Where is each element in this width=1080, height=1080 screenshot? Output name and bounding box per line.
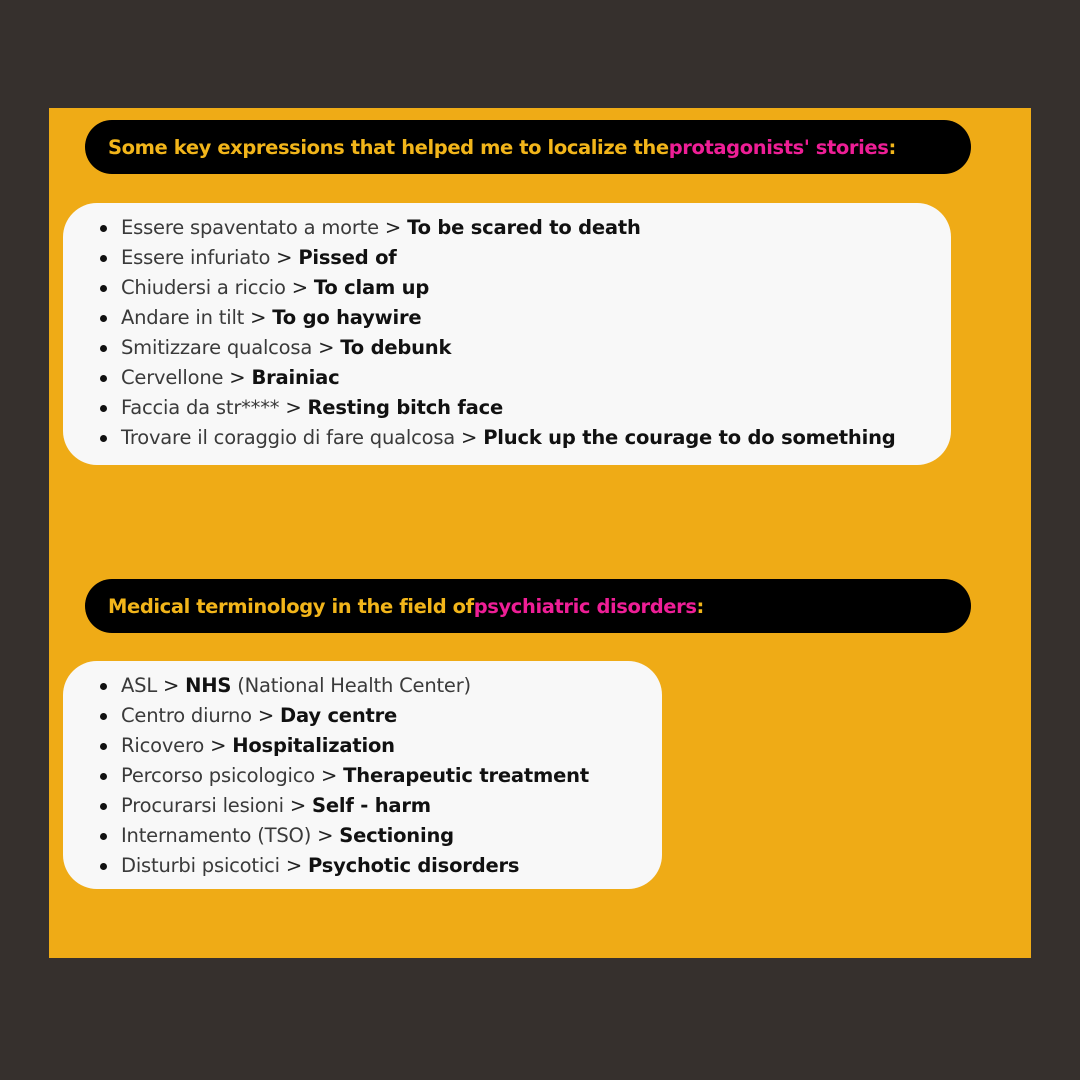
bullet-dot-icon [100, 255, 107, 262]
list-item [63, 821, 589, 851]
arrow-separator: > [204, 734, 233, 757]
target-term: Pluck up the courage to do something [483, 426, 896, 449]
list-item [63, 333, 896, 363]
bullet-dot-icon [100, 405, 107, 412]
list-item [63, 393, 896, 423]
target-term: Hospitalization [232, 734, 395, 757]
section-heading-medical [85, 579, 971, 633]
arrow-separator: > [378, 216, 408, 239]
arrow-separator: > [315, 764, 344, 787]
target-term: To be scared to death [407, 216, 641, 239]
heading-suffix: : [888, 135, 896, 159]
arrow-separator: > [244, 306, 273, 329]
target-term: To go haywire [272, 306, 422, 329]
source-term: Essere infuriato [121, 246, 271, 269]
list-item [63, 303, 896, 333]
target-term: Day centre [280, 704, 398, 727]
source-term: Cervellone [121, 366, 224, 389]
heading-suffix: : [696, 594, 704, 618]
target-term: To clam up [313, 276, 430, 299]
list-item [63, 701, 589, 731]
list-item [63, 791, 589, 821]
source-term: Smitizzare qualcosa [121, 336, 313, 359]
bullet-dot-icon [100, 833, 107, 840]
bullet-dot-icon [100, 435, 107, 442]
bullet-dot-icon [100, 315, 107, 322]
source-term: Centro diurno [121, 704, 252, 727]
source-term: Disturbi psicotici [121, 854, 280, 877]
bullet-dot-icon [100, 713, 107, 720]
source-term: Trovare il coraggio di fare qualcosa [121, 426, 456, 449]
target-term: Brainiac [251, 366, 340, 389]
heading-accent: psychiatric disorders [473, 594, 697, 618]
term-note: (National Health Center) [231, 674, 471, 697]
expressions-list [63, 213, 896, 453]
arrow-separator: > [156, 674, 186, 697]
arrow-separator: > [279, 396, 308, 419]
source-term: Ricovero [121, 734, 205, 757]
target-term: Therapeutic treatment [343, 764, 589, 787]
source-term: Chiudersi a riccio [121, 276, 286, 299]
medical-terms-list [63, 671, 589, 881]
target-term: Sectioning [339, 824, 454, 847]
list-item [63, 363, 896, 393]
target-term: Resting bitch face [307, 396, 503, 419]
arrow-separator: > [251, 704, 280, 727]
arrow-separator: > [455, 426, 484, 449]
heading-text: Medical terminology in the field of [108, 594, 474, 618]
bullet-dot-icon [100, 773, 107, 780]
source-term: Faccia da str**** [121, 396, 280, 419]
bullet-dot-icon [100, 683, 107, 690]
list-item [63, 213, 896, 243]
target-term: Self - harm [312, 794, 431, 817]
target-term: Psychotic disorders [307, 854, 520, 877]
source-term: Percorso psicologico [121, 764, 316, 787]
arrow-separator: > [270, 246, 299, 269]
bullet-dot-icon [100, 803, 107, 810]
bullet-dot-icon [100, 743, 107, 750]
list-item [63, 731, 589, 761]
expressions-card [63, 203, 951, 465]
list-item [63, 423, 896, 453]
bullet-dot-icon [100, 345, 107, 352]
arrow-separator: > [283, 794, 313, 817]
target-term: Pissed of [298, 246, 397, 269]
list-item [63, 851, 589, 881]
source-term: Internamento (TSO) [121, 824, 312, 847]
list-item [63, 243, 896, 273]
heading-accent: protagonists' stories [668, 135, 889, 159]
arrow-separator: > [312, 336, 341, 359]
source-term: Procurarsi lesioni [121, 794, 284, 817]
source-term: Essere spaventato a morte [121, 216, 379, 239]
list-item [63, 273, 896, 303]
list-item [63, 761, 589, 791]
section-heading-expressions [85, 120, 971, 174]
heading-text: Some key expressions that helped me to localize the [108, 135, 669, 159]
arrow-separator: > [311, 824, 340, 847]
list-item [63, 671, 589, 701]
target-term: NHS [185, 674, 232, 697]
source-term: ASL [121, 674, 157, 697]
arrow-separator: > [279, 854, 308, 877]
source-term: Andare in tilt [121, 306, 245, 329]
bullet-dot-icon [100, 225, 107, 232]
bullet-dot-icon [100, 285, 107, 292]
target-term: To debunk [340, 336, 452, 359]
arrow-separator: > [223, 366, 252, 389]
medical-terms-card [63, 661, 662, 889]
bullet-dot-icon [100, 375, 107, 382]
bullet-dot-icon [100, 863, 107, 870]
arrow-separator: > [285, 276, 314, 299]
